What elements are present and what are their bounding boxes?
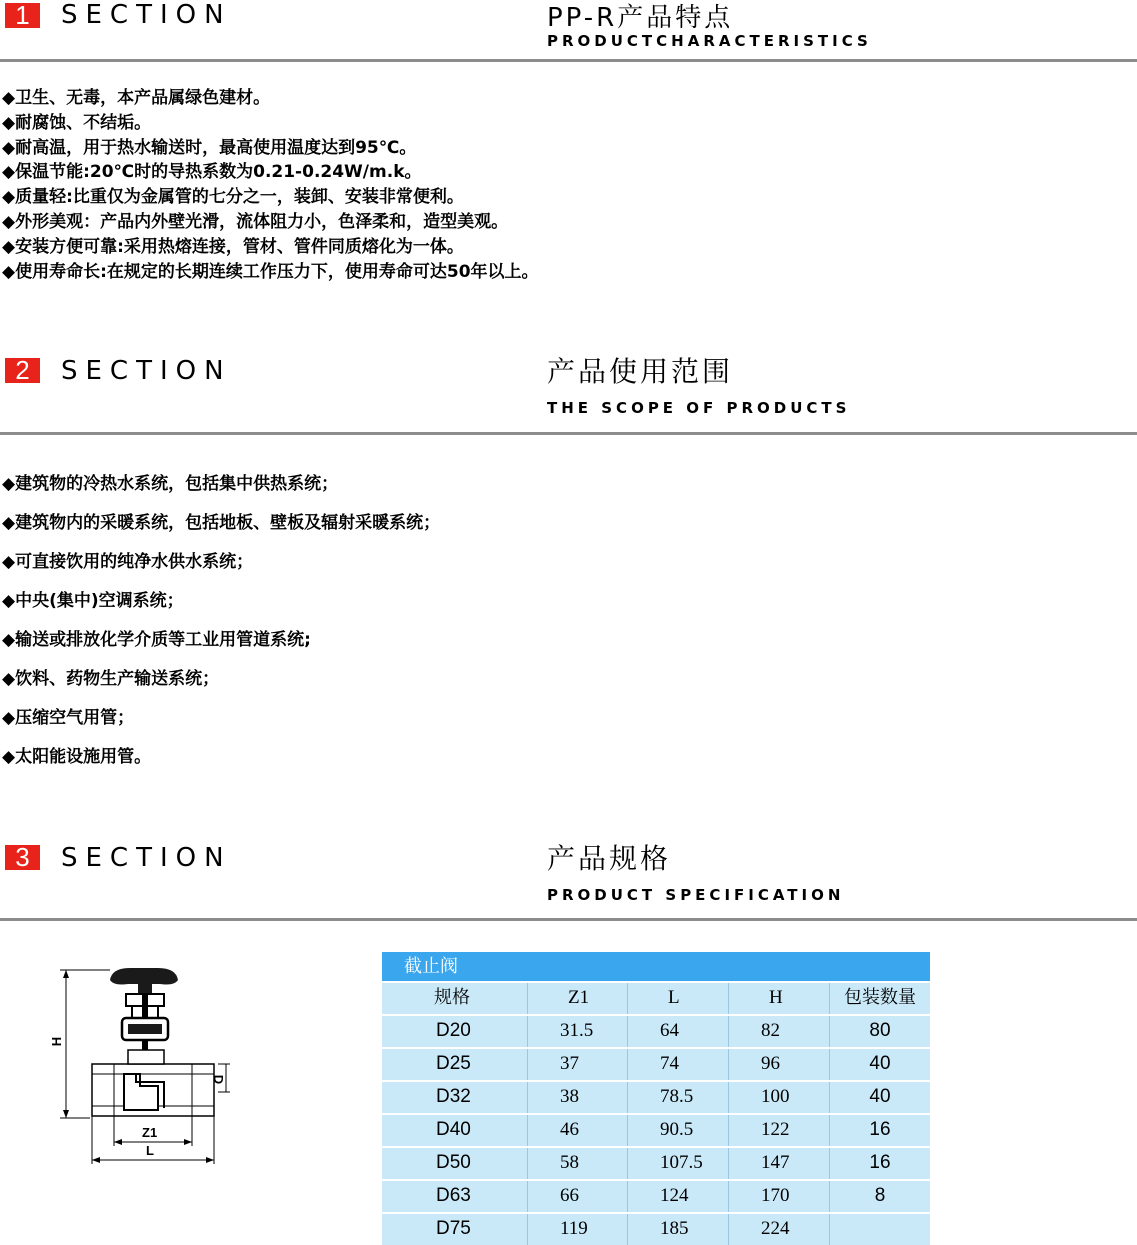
section-2-badge: 2 — [5, 358, 40, 383]
table-cell: D20 — [382, 1016, 528, 1047]
table-cell: 119 — [528, 1214, 628, 1245]
table-row — [382, 1014, 930, 1047]
table-cell: 58 — [528, 1148, 628, 1179]
feature-item: ◆安装方便可靠:采用热熔连接，管材、管件同质熔化为一体。 — [2, 236, 464, 257]
table-row — [382, 1080, 930, 1113]
header-cell: Z1 — [528, 983, 628, 1014]
feature-item: ◆外形美观：产品内外壁光滑，流体阻力小，色泽柔和，造型美观。 — [2, 211, 509, 232]
section-1-rule — [0, 59, 1137, 62]
header-cell: 包装数量 — [844, 987, 916, 1008]
section-1-badge: 1 — [5, 3, 40, 28]
table-cell — [830, 1214, 930, 1245]
feature-item: ◆耐腐蚀、不结垢。 — [2, 112, 152, 133]
scope-item: ◆输送或排放化学介质等工业用管道系统; — [2, 630, 311, 650]
section-3-title-cn: 产品规格 — [547, 842, 672, 875]
feature-list — [2, 86, 539, 284]
table-cell: 16 — [869, 1152, 891, 1173]
header-cell: L — [628, 983, 729, 1014]
section-2-title-en: THE SCOPE OF PRODUCTS — [547, 399, 851, 417]
feature-item: ◆保温节能:20℃时的导热系数为0.21-0.24W/m.k。 — [2, 162, 422, 183]
section-3-rule — [0, 918, 1137, 921]
scope-item: ◆压缩空气用管； — [2, 708, 135, 728]
section-3-title-en: PRODUCT SPECIFICATION — [547, 886, 845, 904]
table-cell: 64 — [628, 1016, 729, 1047]
table-cell: 107.5 — [628, 1148, 729, 1179]
dimension-label-l: L — [146, 1143, 154, 1158]
scope-item: ◆建筑物内的采暖系统，包括地板、壁板及辐射采暖系统； — [2, 513, 441, 533]
table-cell: 38 — [528, 1082, 628, 1113]
specification-table — [382, 952, 930, 1245]
table-row — [382, 1047, 930, 1080]
table-cell: 46 — [528, 1115, 628, 1146]
table-cell: 82 — [729, 1016, 830, 1047]
table-cell: 147 — [729, 1148, 830, 1179]
table-row — [382, 1179, 930, 1212]
table-cell: 74 — [628, 1049, 729, 1080]
table-cell: D75 — [382, 1214, 528, 1245]
table-cell: 90.5 — [628, 1115, 729, 1146]
scope-item: ◆饮料、药物生产输送系统； — [2, 669, 220, 689]
feature-item: ◆质量轻:比重仅为金属管的七分之一，装卸、安装非常便利。 — [2, 187, 464, 208]
section-2-title-cn: 产品使用范围 — [547, 355, 734, 388]
table-cell: D63 — [382, 1181, 528, 1212]
scope-item: ◆太阳能设施用管。 — [2, 747, 152, 767]
table-cell: 122 — [729, 1115, 830, 1146]
table-cell: 170 — [729, 1181, 830, 1212]
table-cell: 40 — [869, 1053, 891, 1074]
table-cell: 224 — [729, 1214, 830, 1245]
table-cell: D50 — [382, 1148, 528, 1179]
table-cell: 40 — [869, 1086, 891, 1107]
section-1-title-cn: PP-R产品特点 — [547, 3, 734, 33]
table-title: 截止阀 — [382, 952, 930, 981]
table-cell: 31.5 — [528, 1016, 628, 1047]
table-cell: 8 — [874, 1185, 886, 1206]
dimension-label-h: H — [49, 1036, 65, 1047]
table-cell: 78.5 — [628, 1082, 729, 1113]
table-cell: D25 — [382, 1049, 528, 1080]
section-2-word: SECTION — [61, 356, 232, 386]
table-cell: 66 — [528, 1181, 628, 1212]
table-cell: 37 — [528, 1049, 628, 1080]
feature-item: ◆耐高温，用于热水输送时，最高使用温度达到95℃。 — [2, 137, 417, 158]
feature-item: ◆卫生、无毒，本产品属绿色建材。 — [2, 88, 271, 108]
table-row — [382, 1113, 930, 1146]
table-cell: D32 — [382, 1082, 528, 1113]
section-1-title-en: PRODUCTCHARACTERISTICS — [547, 32, 872, 50]
header-cell: H — [729, 983, 830, 1014]
scope-item: ◆建筑物的冷热水系统，包括集中供热系统； — [2, 474, 339, 494]
scope-item: ◆中央(集中)空调系统； — [2, 591, 184, 611]
table-header-row — [382, 981, 930, 1014]
table-cell: 80 — [869, 1020, 891, 1041]
dimension-label-d: D — [211, 1074, 227, 1085]
section-2-rule — [0, 432, 1137, 435]
section-3-badge: 3 — [5, 845, 40, 870]
table-row — [382, 1146, 930, 1179]
table-cell: D40 — [382, 1115, 528, 1146]
section-3-word: SECTION — [61, 843, 232, 873]
dimension-label-z1: Z1 — [142, 1125, 158, 1140]
scope-list — [2, 472, 440, 784]
header-cell: 规格 — [382, 983, 528, 1014]
feature-item: ◆使用寿命长:在规定的长期连续工作压力下，使用寿命可达50年以上。 — [2, 261, 539, 282]
table-row — [382, 1212, 930, 1245]
table-cell: 185 — [628, 1214, 729, 1245]
scope-item: ◆可直接饮用的纯净水供水系统； — [2, 552, 254, 572]
table-cell: 96 — [729, 1049, 830, 1080]
section-1-word: SECTION — [61, 0, 232, 30]
table-cell: 124 — [628, 1181, 729, 1212]
table-cell: 16 — [869, 1119, 891, 1140]
table-cell: 100 — [729, 1082, 830, 1113]
